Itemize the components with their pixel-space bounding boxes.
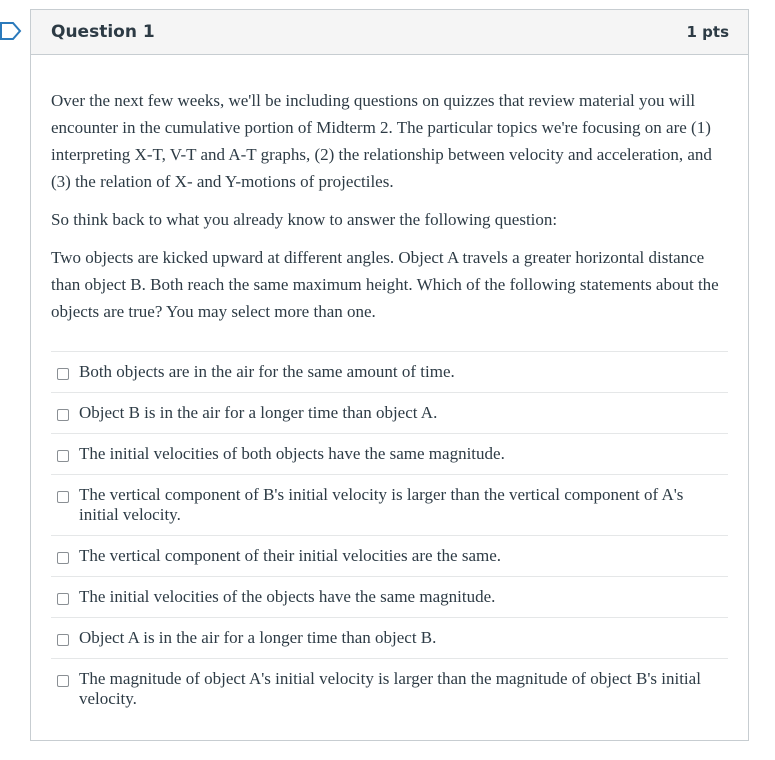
checkbox-icon[interactable]	[57, 593, 69, 605]
answer-text: The magnitude of object A's initial velocity is larger than the magnitude of object B's initial velocity.	[79, 669, 701, 708]
answer-text: Both objects are in the air for the same amount of time.	[79, 362, 455, 381]
answer-option[interactable]	[51, 393, 728, 434]
question-prompt: Two objects are kicked upward at different angles. Object A travels a greater horizontal distance than object B. Both reach the same maximum height. Which of the following statements about the objects are true? You may select more than one.	[51, 248, 719, 321]
checkbox-icon[interactable]	[57, 491, 69, 503]
answer-option[interactable]	[51, 659, 728, 719]
question-header	[31, 10, 748, 55]
bookmark-flag-icon[interactable]	[0, 20, 22, 42]
checkbox-icon[interactable]	[57, 368, 69, 380]
answer-option[interactable]	[51, 434, 728, 475]
checkbox-icon[interactable]	[57, 450, 69, 462]
question-body	[31, 55, 748, 719]
question-points: 1 pts	[686, 23, 729, 41]
checkbox-icon[interactable]	[57, 552, 69, 564]
question-instruction: So think back to what you already know to answer the following question:	[51, 210, 558, 229]
checkbox-icon[interactable]	[57, 409, 69, 421]
question-intro: Over the next few weeks, we'll be including questions on quizzes that review material you will encounter in the cumulative portion of Midterm 2. The particular topics we're focusing on are (1) interpreting X-T, V-T and A-T graphs, (2) the relationship between velocity and acceleration, and (3) the relation of X- and Y-motions of projectiles.	[51, 91, 712, 191]
answer-text: Object A is in the air for a longer time than object B.	[79, 628, 437, 647]
answer-text: The vertical component of their initial velocities are the same.	[79, 546, 502, 565]
checkbox-icon[interactable]	[57, 634, 69, 646]
answer-list	[51, 351, 728, 719]
checkbox-icon[interactable]	[57, 675, 69, 687]
question-title: Question 1	[51, 22, 155, 42]
answer-option[interactable]	[51, 475, 728, 536]
question-card	[30, 9, 749, 741]
answer-text: Object B is in the air for a longer time than object A.	[79, 403, 438, 422]
answer-option[interactable]	[51, 536, 728, 577]
answer-option[interactable]	[51, 577, 728, 618]
answer-text: The vertical component of B's initial velocity is larger than the vertical component of A's initial velocity.	[79, 485, 684, 524]
answer-text: The initial velocities of the objects have the same magnitude.	[79, 587, 496, 606]
answer-option[interactable]	[51, 618, 728, 659]
answer-text: The initial velocities of both objects have the same magnitude.	[79, 444, 505, 463]
answer-option[interactable]	[51, 352, 728, 393]
